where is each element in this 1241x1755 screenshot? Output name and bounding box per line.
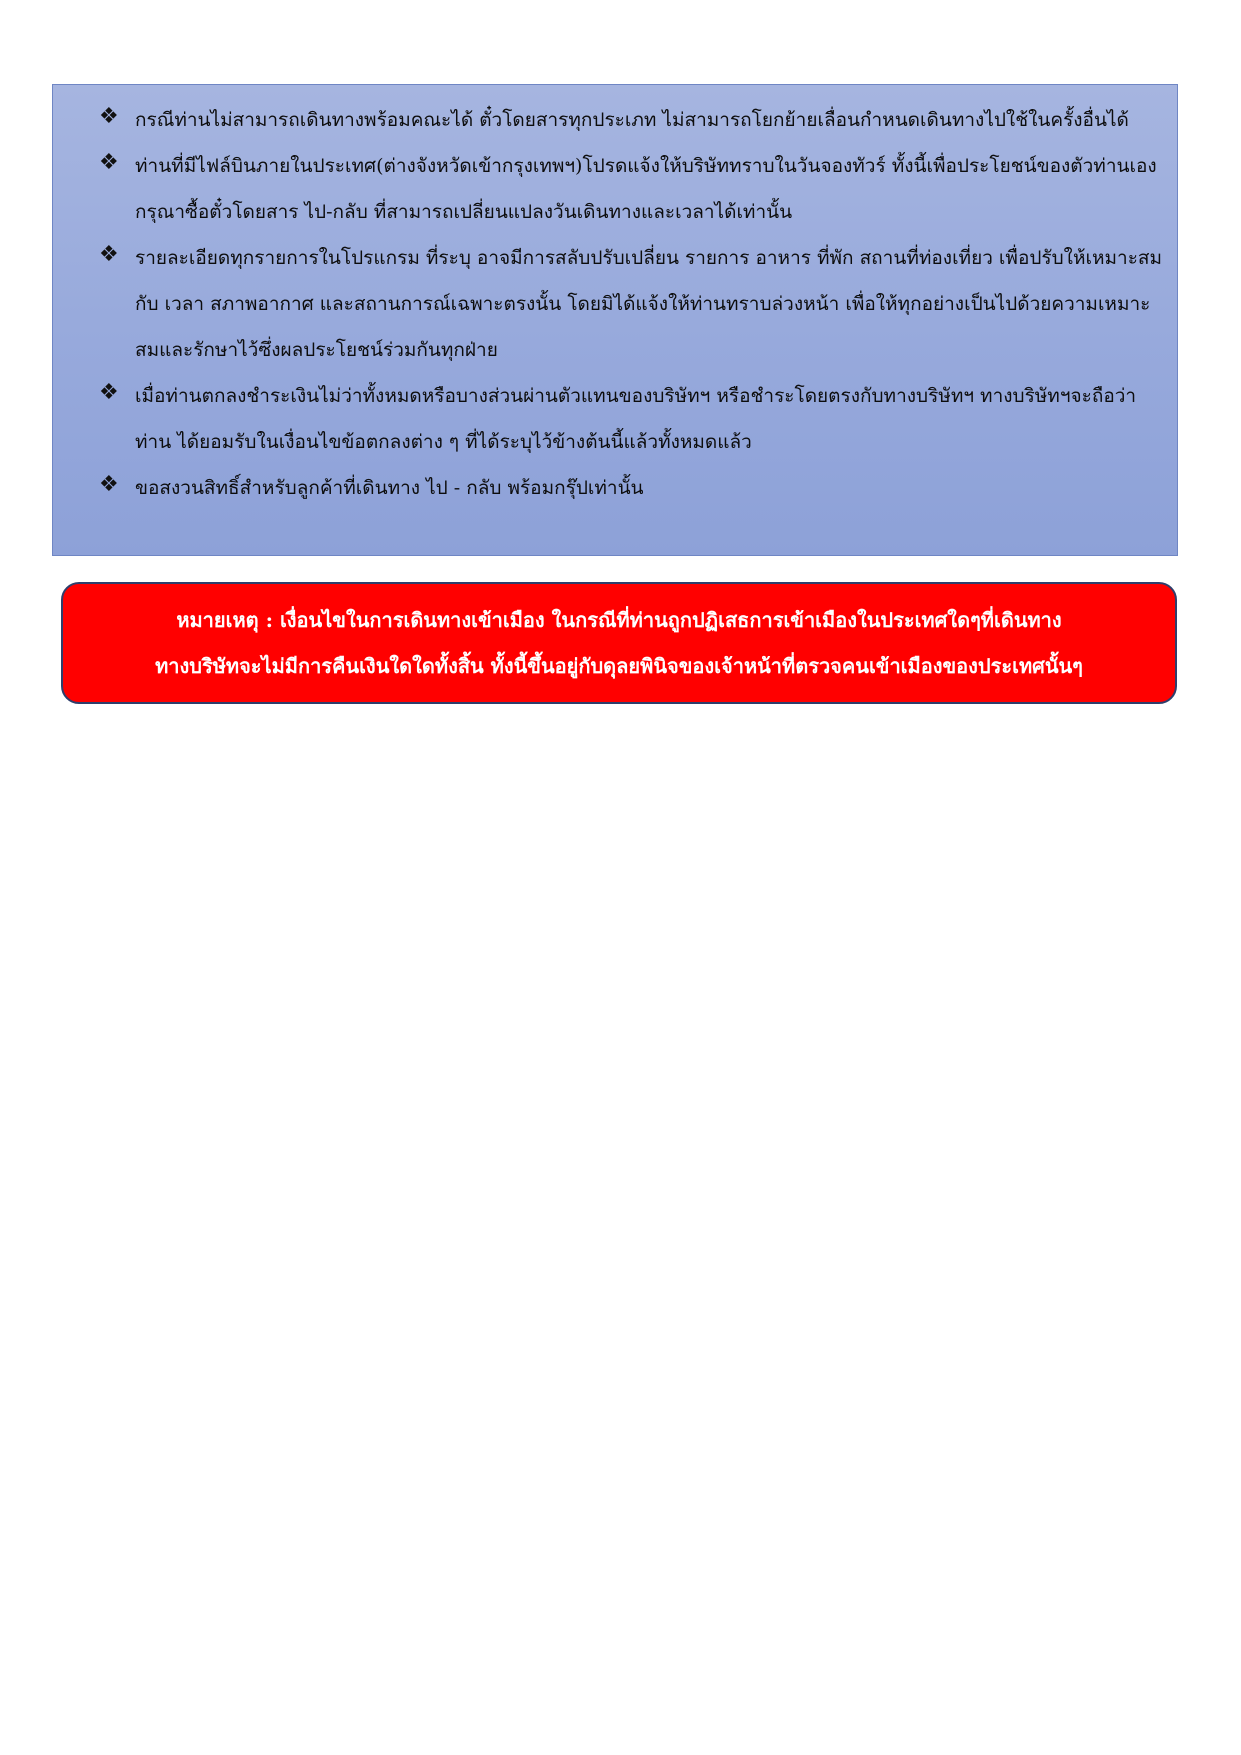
terms-item xyxy=(53,373,1163,465)
terms-item-text: ขอสงวนสิทธิ์สำหรับลูกค้าที่เดินทาง ไป - กลับ พร้อมกรุ๊ปเท่านั้น xyxy=(135,477,644,499)
note-line-1: หมายเหตุ : เงื่อนไขในการเดินทางเข้าเมือง ในกรณีที่ท่านถูกปฏิเสธการเข้าเมืองในประเทศใดๆที่เดินทาง xyxy=(176,608,1062,632)
terms-item xyxy=(53,465,1163,511)
terms-item-text: รายละเอียดทุกรายการในโปรแกรม ที่ระบุ อาจมีการสลับปรับเปลี่ยน รายการ อาหาร ที่พัก สถานที่ท่องเที่ยว เพื่อปรับให้เหมาะสมกับ เวลา สภาพอากาศ และสถานการณ์เฉพาะตรงนั้น โดยมิได้แจ้งให้ท่านทราบล่วงหน้า เพื่อให้ทุกอย่างเป็นไปด้วยความเหมาะสมและรักษาไว้ซึ่งผลประโยชน์ร่วมกันทุกฝ่าย xyxy=(135,247,1163,361)
terms-conditions-box xyxy=(52,84,1178,556)
diamond-bullet-icon: ❖ xyxy=(99,150,119,175)
terms-item xyxy=(53,235,1163,373)
terms-item-text: ท่านที่มีไฟล์บินภายในประเทศ(ต่างจังหวัดเข้ากรุงเทพฯ)โปรดแจ้งให้บริษัททราบในวันจองทัวร์ ทั้งนี้เพื่อประโยชน์ของตัวท่านเอง กรุณาซื้อตั๋วโดยสาร ไป-กลับ ที่สามารถเปลี่ยนแปลงวันเดินทางและเวลาได้เท่านั้น xyxy=(135,155,1157,223)
immigration-note-box xyxy=(61,582,1177,704)
diamond-bullet-icon: ❖ xyxy=(99,380,119,405)
terms-list xyxy=(53,97,1163,511)
diamond-bullet-icon: ❖ xyxy=(99,104,119,129)
terms-item xyxy=(53,97,1163,143)
terms-item-text: เมื่อท่านตกลงชำระเงินไม่ว่าทั้งหมดหรือบางส่วนผ่านตัวแทนของบริษัทฯ หรือชำระโดยตรงกับทางบริษัทฯ ทางบริษัทฯจะถือว่าท่าน ได้ยอมรับในเงื่อนไขข้อตกลงต่าง ๆ ที่ได้ระบุไว้ข้างต้นนี้แล้วทั้งหมดแล้ว xyxy=(135,385,1137,453)
terms-item-text: กรณีท่านไม่สามารถเดินทางพร้อมคณะได้ ตั๋วโดยสารทุกประเภท ไม่สามารถโยกย้ายเลื่อนกำหนดเดินทางไปใช้ในครั้งอื่นได้ xyxy=(135,109,1129,131)
note-line-2: ทางบริษัทจะไม่มีการคืนเงินใดใดทั้งสิ้น ทั้งนี้ขึ้นอยู่กับดุลยพินิจของเจ้าหน้าที่ตรวจคนเข้าเมืองของประเทศนั้นๆ xyxy=(155,654,1083,678)
diamond-bullet-icon: ❖ xyxy=(99,472,119,497)
terms-item xyxy=(53,143,1163,235)
diamond-bullet-icon: ❖ xyxy=(99,242,119,267)
